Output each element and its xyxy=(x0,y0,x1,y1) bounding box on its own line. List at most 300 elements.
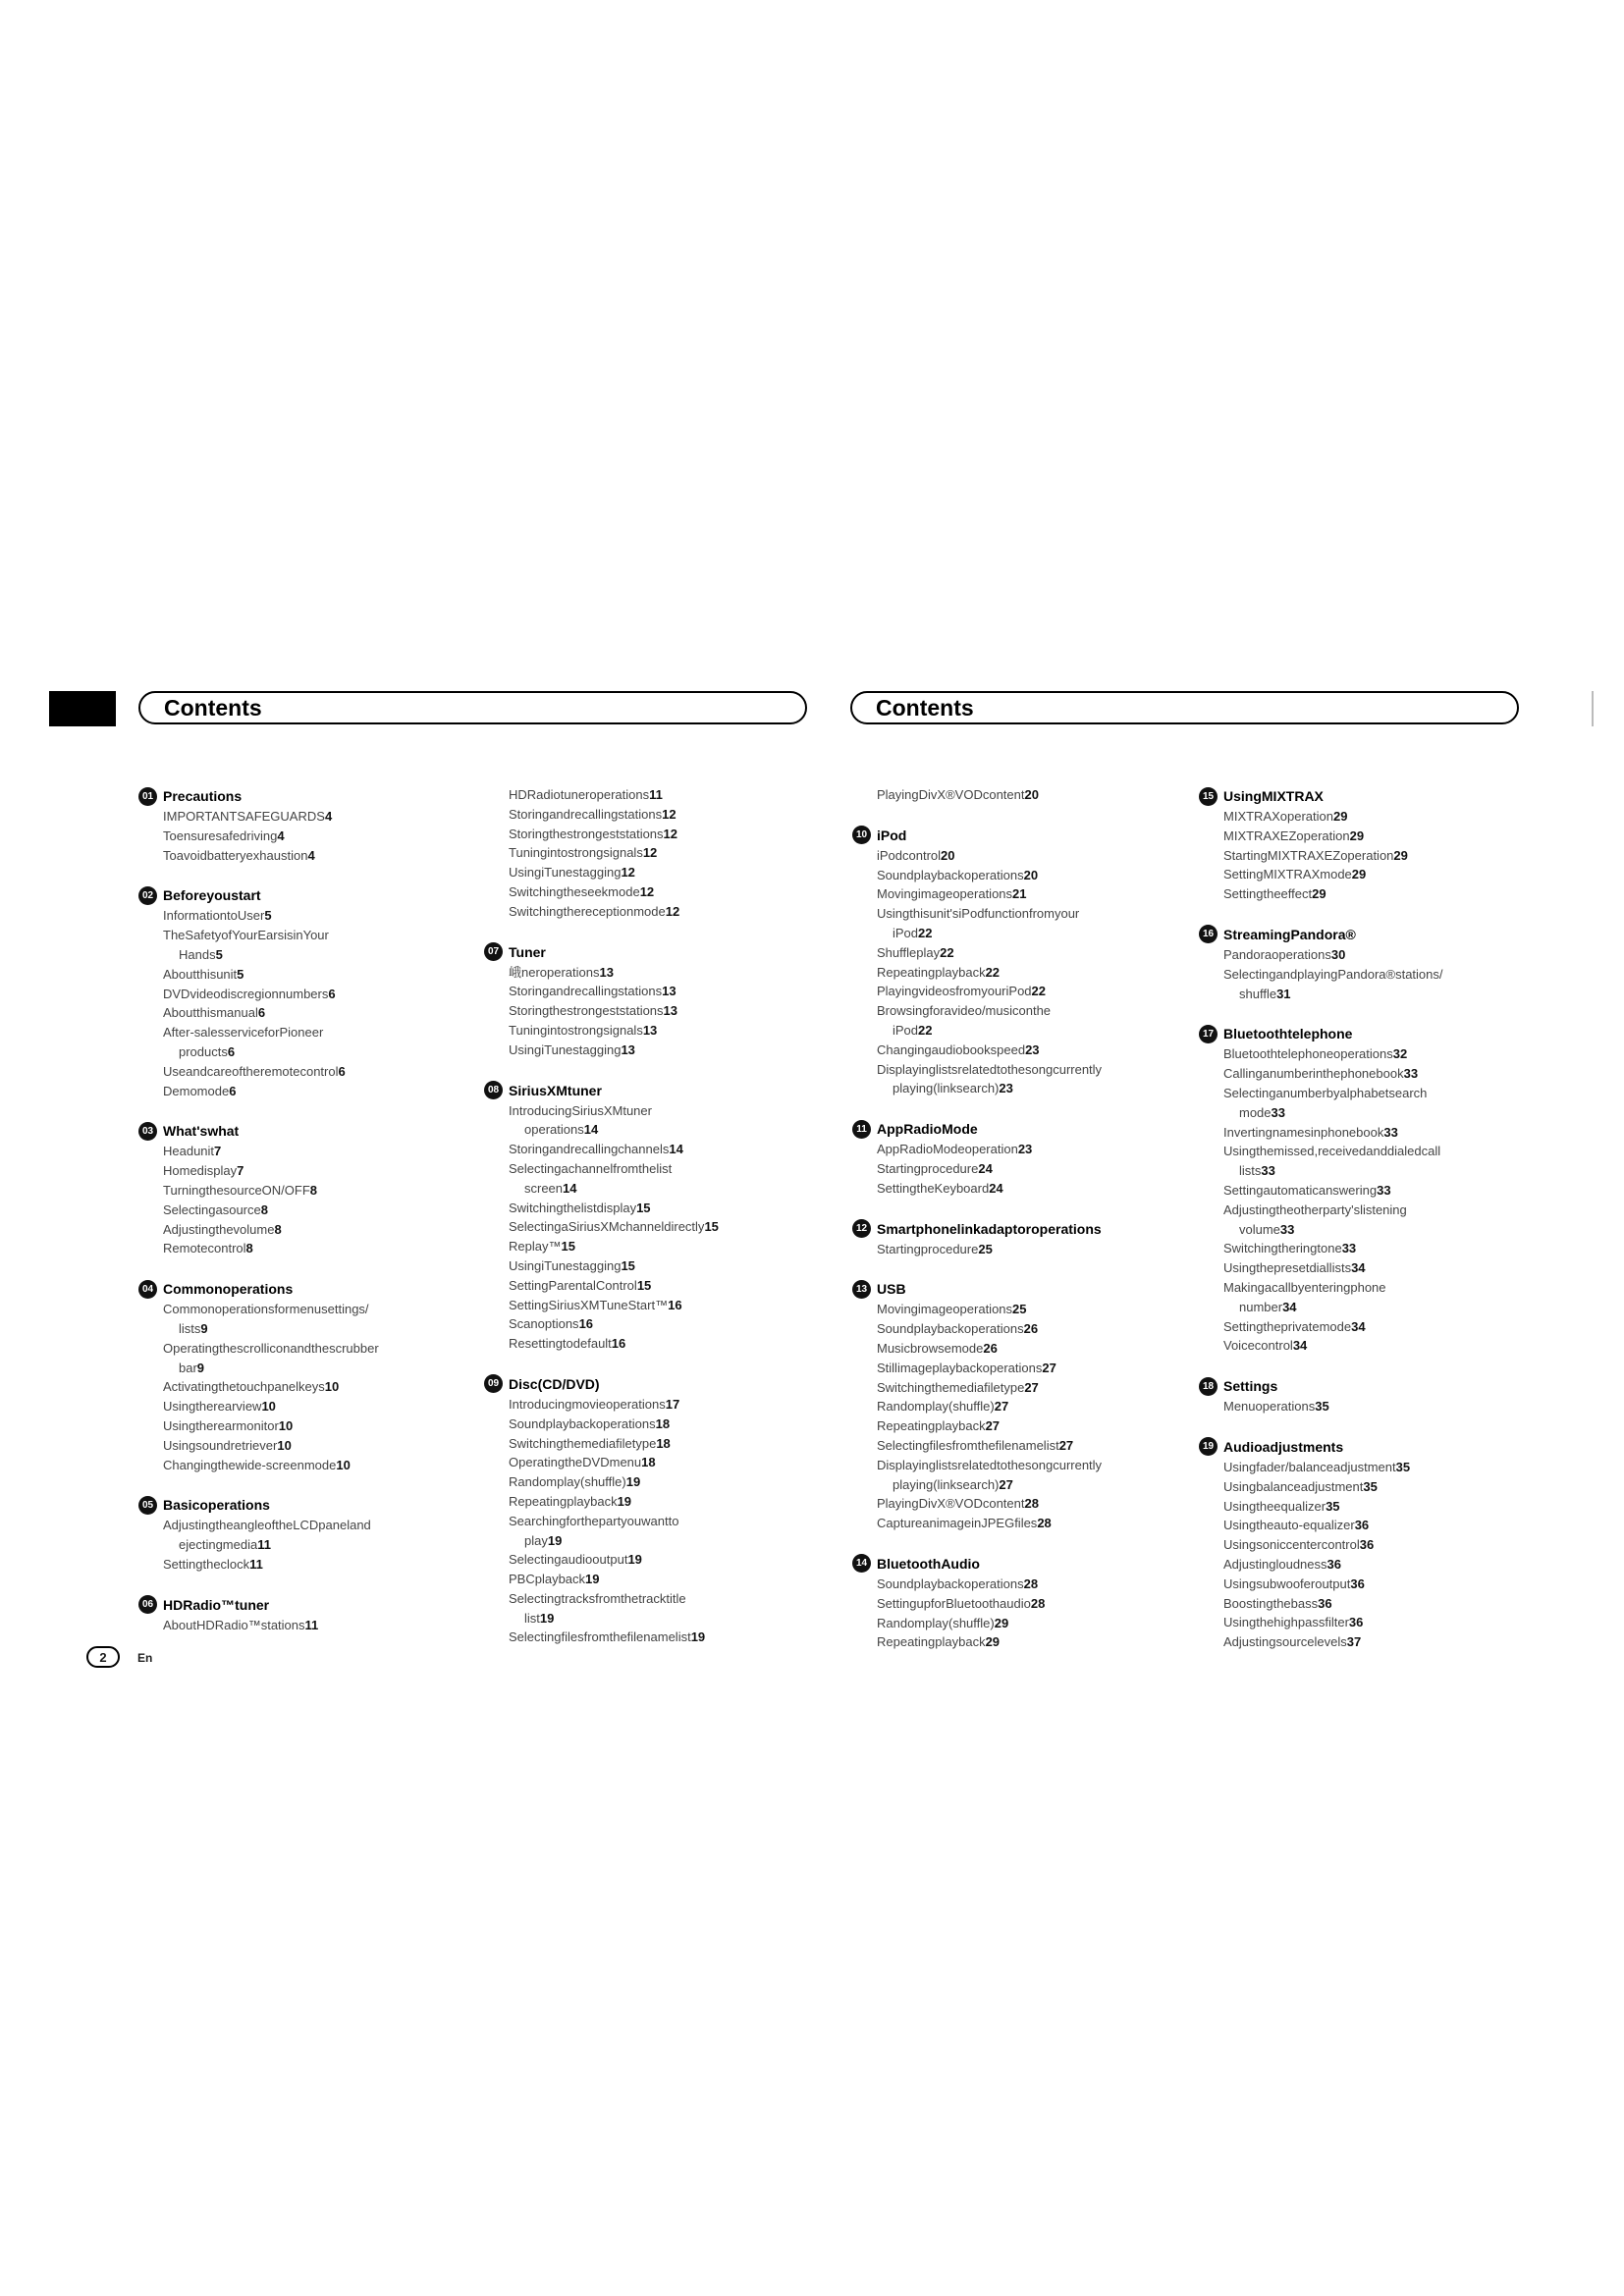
section-heading[interactable] xyxy=(855,1278,1201,1300)
section-heading[interactable] xyxy=(855,1218,1201,1240)
page-edge-mark xyxy=(1592,691,1594,726)
toc-entry[interactable] xyxy=(1223,1613,1547,1632)
toc-entry-page: 14 xyxy=(583,1122,599,1138)
section-heading[interactable] xyxy=(141,1494,487,1516)
toc-entry[interactable] xyxy=(1223,965,1547,985)
section-heading[interactable] xyxy=(141,1120,487,1142)
toc-entry[interactable] xyxy=(163,1555,487,1575)
toc-entry[interactable] xyxy=(509,1296,833,1315)
toc-entry-text: PlayingDivX®VODcontent xyxy=(877,1496,1025,1512)
toc-entry[interactable] xyxy=(1223,1181,1547,1201)
toc-entry-text: Settingautomaticanswering xyxy=(1223,1182,1378,1198)
toc-entry[interactable] xyxy=(163,1436,487,1456)
toc-entry[interactable] xyxy=(877,1359,1201,1378)
toc-column-2 xyxy=(487,785,833,1667)
toc-entry[interactable] xyxy=(163,1516,487,1535)
toc-entry[interactable] xyxy=(509,902,833,922)
toc-entry-page: 21 xyxy=(1012,886,1027,902)
toc-entry-page: 10 xyxy=(324,1379,340,1395)
section-title: Disc(CD/DVD) xyxy=(509,1375,600,1392)
toc-entry[interactable] xyxy=(509,982,833,1001)
toc-entry-text: Searchingforthepartyouwantto xyxy=(509,1513,679,1528)
toc-entry[interactable] xyxy=(1223,1258,1547,1278)
toc-entry[interactable] xyxy=(163,827,487,846)
toc-entry[interactable] xyxy=(509,1334,833,1354)
toc-entry-text: Voicecontrol xyxy=(1223,1338,1293,1354)
toc-entry[interactable] xyxy=(1223,884,1547,904)
toc-entry[interactable] xyxy=(509,1531,833,1551)
toc-entry-page: 20 xyxy=(1024,787,1039,802)
toc-entry[interactable] xyxy=(509,1512,833,1531)
toc-entry-page: 33 xyxy=(1261,1163,1275,1179)
toc-entry[interactable] xyxy=(509,785,833,805)
toc-entry[interactable] xyxy=(163,1535,487,1555)
section-number-badge: 02 xyxy=(138,886,157,905)
section-heading[interactable] xyxy=(1202,785,1547,807)
toc-column-1 xyxy=(141,785,487,1655)
toc-entry[interactable] xyxy=(509,843,833,863)
section-number-badge: 06 xyxy=(138,1595,157,1614)
toc-entry[interactable] xyxy=(1223,1497,1547,1517)
toc-entry-text: list xyxy=(524,1610,540,1626)
toc-entry-page: 4 xyxy=(324,809,333,824)
toc-entry-text: DVDvideodiscregionnumbers xyxy=(163,986,329,1001)
toc-entry[interactable] xyxy=(509,1021,833,1041)
toc-entry-text: Usingthemissed,receivedanddialedcall xyxy=(1223,1144,1441,1159)
section-heading[interactable] xyxy=(1202,924,1547,945)
toc-entry[interactable] xyxy=(509,825,833,844)
toc-entry[interactable] xyxy=(877,1456,1201,1475)
toc-entry-text: Introducingmovieoperations xyxy=(509,1396,666,1412)
toc-entry-text: SelectingandplayingPandora®stations/ xyxy=(1223,966,1443,982)
toc-entry[interactable] xyxy=(1223,1084,1547,1103)
toc-entry[interactable] xyxy=(509,1101,833,1121)
toc-entry[interactable] xyxy=(163,945,487,965)
toc-entry[interactable] xyxy=(163,1359,487,1378)
toc-entry-text: Resettingtodefault xyxy=(509,1336,612,1352)
toc-entry-page: 35 xyxy=(1395,1459,1411,1474)
toc-entry-page: 25 xyxy=(978,1241,993,1256)
toc-column-3 xyxy=(855,785,1201,1672)
toc-entry-page: 9 xyxy=(200,1320,208,1336)
section-heading[interactable] xyxy=(1202,1023,1547,1044)
toc-entry-page: 4 xyxy=(307,847,315,863)
toc-entry[interactable] xyxy=(877,1319,1201,1339)
toc-entry[interactable] xyxy=(877,1475,1201,1495)
toc-entry-text: Storingthestrongeststations xyxy=(509,826,664,841)
toc-entry-page: 22 xyxy=(1031,984,1046,999)
toc-entry-text: Settingtheprivatemode xyxy=(1223,1318,1352,1334)
toc-entry-text: SettingMIXTRAXmode xyxy=(1223,867,1352,882)
toc-entry[interactable] xyxy=(163,1161,487,1181)
toc-entry[interactable] xyxy=(163,1062,487,1082)
toc-entry[interactable] xyxy=(509,1179,833,1199)
toc-entry[interactable] xyxy=(509,1041,833,1060)
toc-entry[interactable] xyxy=(877,1041,1201,1060)
section-tab-marker xyxy=(49,691,116,726)
toc-entry[interactable] xyxy=(509,1256,833,1276)
toc-entry[interactable] xyxy=(509,963,833,983)
toc-entry-text: UsingiTunestagging xyxy=(509,865,622,881)
toc-entry[interactable] xyxy=(877,1632,1201,1652)
section-heading[interactable] xyxy=(141,1278,487,1300)
toc-entry[interactable] xyxy=(163,1300,487,1319)
section-title: AppRadioMode xyxy=(877,1121,978,1138)
toc-entry-page: 22 xyxy=(918,1022,933,1038)
toc-entry-text: AppRadioModeoperation xyxy=(877,1142,1018,1157)
toc-entry-text: Tuningintostrongsignals xyxy=(509,1022,643,1038)
toc-entry[interactable] xyxy=(163,1220,487,1240)
toc-entry[interactable] xyxy=(509,1159,833,1179)
toc-entry-text: Selectingtracksfromthetracktitle xyxy=(509,1590,686,1606)
toc-entry[interactable] xyxy=(877,1614,1201,1633)
toc-entry[interactable] xyxy=(877,1594,1201,1614)
toc-entry[interactable] xyxy=(1223,1594,1547,1614)
toc-entry-text: Randomplay(shuffle) xyxy=(877,1615,995,1630)
toc-entry[interactable] xyxy=(509,1609,833,1629)
toc-entry[interactable] xyxy=(1223,1064,1547,1084)
section-number-badge: 13 xyxy=(852,1280,871,1299)
toc-entry[interactable] xyxy=(509,1395,833,1415)
toc-entry-text: Repeatingplayback xyxy=(509,1493,618,1509)
toc-entry[interactable] xyxy=(1223,1336,1547,1356)
toc-entry-text: Scanoptions xyxy=(509,1316,579,1332)
section-heading[interactable] xyxy=(487,1373,833,1395)
section-number-badge: 14 xyxy=(852,1554,871,1573)
toc-entry-text: MIXTRAXoperation xyxy=(1223,809,1333,824)
toc-entry[interactable] xyxy=(1223,1397,1547,1416)
toc-entry[interactable] xyxy=(1223,1220,1547,1240)
toc-entry[interactable] xyxy=(509,1237,833,1256)
toc-section xyxy=(855,1553,1201,1652)
toc-entry[interactable] xyxy=(877,1021,1201,1041)
toc-entry[interactable] xyxy=(163,1003,487,1023)
toc-entry-page: 36 xyxy=(1318,1595,1332,1611)
section-heading[interactable] xyxy=(487,941,833,963)
toc-entry-page: 16 xyxy=(611,1336,626,1352)
toc-entry[interactable] xyxy=(509,1199,833,1218)
toc-entry-text: Usingsoniccentercontrol xyxy=(1223,1537,1360,1553)
toc-entry-page: 29 xyxy=(1312,886,1326,902)
toc-section xyxy=(855,1218,1201,1259)
toc-entry[interactable] xyxy=(509,1001,833,1021)
toc-entry[interactable] xyxy=(509,1492,833,1512)
toc-entry[interactable] xyxy=(877,1159,1201,1179)
toc-entry[interactable] xyxy=(877,1140,1201,1159)
toc-entry-page: 35 xyxy=(1363,1478,1378,1494)
toc-entry-page: 7 xyxy=(237,1163,244,1179)
toc-entry-text: Replay™ xyxy=(509,1239,562,1255)
toc-entry-page: 32 xyxy=(1392,1046,1408,1062)
toc-entry[interactable] xyxy=(1223,945,1547,965)
toc-entry[interactable] xyxy=(509,1472,833,1492)
section-title: Bluetoothtelephone xyxy=(1223,1026,1353,1042)
toc-entry-text: ejectingmedia xyxy=(179,1537,258,1553)
toc-entry[interactable] xyxy=(1223,1239,1547,1258)
toc-entry-text: CaptureanimageinJPEGfiles xyxy=(877,1516,1038,1531)
toc-entry[interactable] xyxy=(509,1453,833,1472)
toc-entry[interactable] xyxy=(877,982,1201,1001)
toc-entry[interactable] xyxy=(1223,1278,1547,1298)
toc-entry[interactable] xyxy=(509,1434,833,1454)
toc-entry-text: operations xyxy=(524,1122,584,1138)
toc-entry-page: 5 xyxy=(264,908,272,924)
toc-entry-text: Switchingtheseekmode xyxy=(509,883,640,899)
toc-entry[interactable] xyxy=(877,1378,1201,1398)
toc-entry-page: 36 xyxy=(1348,1615,1364,1630)
toc-entry[interactable] xyxy=(877,1416,1201,1436)
toc-entry[interactable] xyxy=(1223,1161,1547,1181)
toc-entry-text: SettingtheKeyboard xyxy=(877,1180,990,1196)
toc-entry[interactable] xyxy=(1223,1142,1547,1161)
toc-entry[interactable] xyxy=(1223,1103,1547,1123)
section-heading[interactable] xyxy=(487,1080,833,1101)
toc-entry[interactable] xyxy=(877,963,1201,983)
toc-entry[interactable] xyxy=(1223,1458,1547,1477)
toc-entry[interactable] xyxy=(877,1060,1201,1080)
toc-entry[interactable] xyxy=(163,985,487,1004)
toc-entry-page: 18 xyxy=(655,1415,671,1431)
toc-entry-page: 26 xyxy=(1023,1321,1039,1337)
toc-entry-text: Activatingthetouchpanelkeys xyxy=(163,1379,325,1395)
toc-entry-page: 12 xyxy=(642,845,658,861)
toc-entry[interactable] xyxy=(163,906,487,926)
toc-entry-page: 33 xyxy=(1377,1182,1391,1198)
toc-entry-page: 19 xyxy=(539,1610,555,1626)
toc-entry[interactable] xyxy=(509,1314,833,1334)
section-heading[interactable] xyxy=(141,785,487,807)
toc-entry-page: 33 xyxy=(1383,1124,1398,1140)
toc-entry[interactable] xyxy=(1223,1632,1547,1652)
section-title: BluetoothAudio xyxy=(877,1555,980,1572)
toc-entry[interactable] xyxy=(163,1181,487,1201)
toc-entry[interactable] xyxy=(877,1494,1201,1514)
toc-section xyxy=(856,1118,1201,1198)
toc-entry[interactable] xyxy=(163,1082,487,1101)
toc-entry-page: 5 xyxy=(237,966,244,982)
toc-entry[interactable] xyxy=(877,1179,1201,1199)
toc-entry[interactable] xyxy=(877,1240,1201,1259)
toc-entry-text: Usingsoundretriever xyxy=(163,1437,278,1453)
toc-entry-text: Changingthewide-screenmode xyxy=(163,1457,337,1472)
section-title: Basicoperations xyxy=(163,1497,270,1514)
toc-entry-page: 24 xyxy=(989,1180,1003,1196)
section-number-badge: 12 xyxy=(852,1219,871,1238)
toc-entry-text: Headunit xyxy=(163,1144,215,1159)
toc-entry[interactable] xyxy=(1223,1535,1547,1555)
toc-section xyxy=(1202,1436,1547,1652)
toc-entry[interactable] xyxy=(163,1142,487,1161)
toc-entry[interactable] xyxy=(163,926,487,945)
toc-entry[interactable] xyxy=(877,1397,1201,1416)
section-number-badge: 19 xyxy=(1199,1437,1218,1456)
toc-entry-text: Usingtheauto-equalizer xyxy=(1223,1518,1355,1533)
toc-entry-text: bar xyxy=(179,1360,197,1375)
toc-entry[interactable] xyxy=(163,1616,487,1635)
toc-entry[interactable] xyxy=(1223,1201,1547,1220)
toc-entry[interactable] xyxy=(877,866,1201,885)
toc-entry-page: 20 xyxy=(941,847,955,863)
toc-entry-text: Soundplaybackoperations xyxy=(877,1321,1024,1337)
toc-entry-page: 34 xyxy=(1282,1299,1297,1314)
toc-entry[interactable] xyxy=(163,807,487,827)
toc-entry[interactable] xyxy=(1223,1477,1547,1497)
toc-entry-text: number xyxy=(1239,1299,1283,1314)
section-heading[interactable] xyxy=(141,884,487,906)
toc-entry[interactable] xyxy=(509,1276,833,1296)
section-heading[interactable] xyxy=(855,825,1201,846)
toc-entry-text: Selectinganumberbyalphabetsearch xyxy=(1223,1085,1428,1100)
toc-entry[interactable] xyxy=(877,1001,1201,1021)
toc-entry-text: Repeatingplayback xyxy=(877,964,986,980)
toc-entry[interactable] xyxy=(163,1397,487,1416)
contents-title-left: Contents xyxy=(164,694,262,721)
toc-entry[interactable] xyxy=(163,1339,487,1359)
toc-entry[interactable] xyxy=(1223,1516,1547,1535)
toc-entry[interactable] xyxy=(509,1570,833,1589)
toc-entry-text: Usingthisunit'siPodfunctionfromyour xyxy=(877,906,1080,922)
toc-section xyxy=(141,884,487,1100)
toc-entry-text: Repeatingplayback xyxy=(877,1418,986,1434)
toc-entry-text: PBCplayback xyxy=(509,1572,586,1587)
toc-entry[interactable] xyxy=(163,1456,487,1475)
toc-entry-page: 29 xyxy=(1351,867,1367,882)
toc-entry[interactable] xyxy=(509,1550,833,1570)
toc-entry[interactable] xyxy=(877,1436,1201,1456)
section-heading[interactable] xyxy=(855,1553,1201,1575)
section-title: Smartphonelinkadaptoroperations xyxy=(877,1220,1102,1237)
toc-entry-text: Selectingaudiooutput xyxy=(509,1552,628,1568)
toc-entry-text: Pandoraoperations xyxy=(1223,946,1331,962)
toc-entry[interactable] xyxy=(877,884,1201,904)
toc-entry[interactable] xyxy=(509,1120,833,1140)
toc-entry[interactable] xyxy=(1223,1044,1547,1064)
toc-section xyxy=(1202,1023,1547,1356)
toc-entry-text: products xyxy=(179,1043,228,1059)
toc-entry-text: 峨neroperations xyxy=(509,964,600,980)
toc-entry[interactable] xyxy=(1223,846,1547,866)
toc-entry[interactable] xyxy=(877,1575,1201,1594)
toc-entry-page: 10 xyxy=(261,1399,276,1415)
toc-entry-text: Soundplaybackoperations xyxy=(877,867,1024,882)
toc-entry-page: 23 xyxy=(999,1081,1013,1096)
toc-entry-page: 8 xyxy=(260,1201,268,1217)
toc-entry-text: Browsingforavideo/musiconthe xyxy=(877,1003,1052,1019)
toc-entry-text: Usingbalanceadjustment xyxy=(1223,1478,1364,1494)
toc-entry-page: 25 xyxy=(1012,1302,1027,1317)
section-heading[interactable] xyxy=(856,1118,1201,1140)
toc-entry[interactable] xyxy=(1223,1555,1547,1575)
toc-entry-page: 36 xyxy=(1359,1537,1375,1553)
toc-entry[interactable] xyxy=(1223,1317,1547,1337)
toc-entry-text: Homedisplay xyxy=(163,1163,238,1179)
toc-entry-page: 27 xyxy=(994,1399,1009,1415)
section-heading[interactable] xyxy=(1202,1375,1547,1397)
toc-entry-text: Movingimageoperations xyxy=(877,886,1013,902)
section-title: Commonoperations xyxy=(163,1281,294,1298)
section-heading[interactable] xyxy=(141,1594,487,1616)
toc-entry[interactable] xyxy=(877,943,1201,963)
toc-entry-text: Displayinglistsrelatedtothesongcurrently xyxy=(877,1061,1103,1077)
toc-entry-text: Switchingthereceptionmode xyxy=(509,903,666,919)
toc-entry[interactable] xyxy=(509,863,833,882)
toc-entry[interactable] xyxy=(1223,865,1547,884)
toc-entry[interactable] xyxy=(877,1514,1201,1533)
section-title: iPod xyxy=(877,827,907,843)
toc-entry[interactable] xyxy=(877,1079,1201,1098)
toc-entry[interactable] xyxy=(1223,1298,1547,1317)
toc-entry[interactable] xyxy=(163,1416,487,1436)
section-number-badge: 10 xyxy=(852,826,871,844)
toc-entry[interactable] xyxy=(1223,1123,1547,1143)
toc-entry-page: 29 xyxy=(1349,828,1365,843)
toc-entry-text: InformationtoUser xyxy=(163,908,265,924)
toc-entry-page: 19 xyxy=(617,1493,632,1509)
toc-entry-text: Usingtherearview xyxy=(163,1399,262,1415)
toc-entry-page: 35 xyxy=(1326,1498,1340,1514)
toc-entry-text: Soundplaybackoperations xyxy=(509,1415,656,1431)
toc-entry[interactable] xyxy=(163,1023,487,1042)
toc-entry[interactable] xyxy=(1223,985,1547,1004)
toc-entry[interactable] xyxy=(877,1300,1201,1319)
toc-entry[interactable] xyxy=(509,1589,833,1609)
section-number-badge: 09 xyxy=(484,1374,503,1393)
toc-entry[interactable] xyxy=(509,805,833,825)
toc-entry[interactable] xyxy=(163,846,487,866)
toc-entry[interactable] xyxy=(877,785,1201,805)
toc-entry[interactable] xyxy=(163,1319,487,1339)
toc-entry[interactable] xyxy=(877,924,1201,943)
toc-entry-text: Bluetoothtelephoneoperations xyxy=(1223,1046,1393,1062)
toc-entry[interactable] xyxy=(509,1140,833,1159)
toc-entry-page: 12 xyxy=(663,826,678,841)
toc-entry[interactable] xyxy=(509,882,833,902)
toc-entry[interactable] xyxy=(1223,1575,1547,1594)
toc-entry-text: Aboutthisunit xyxy=(163,966,238,982)
toc-entry[interactable] xyxy=(163,965,487,985)
section-heading[interactable] xyxy=(1202,1436,1547,1458)
toc-entry[interactable] xyxy=(509,1628,833,1647)
toc-section xyxy=(141,1278,487,1474)
toc-entry-page: 12 xyxy=(665,903,680,919)
toc-entry-page: 5 xyxy=(215,946,223,962)
toc-entry-text: playing(linksearch) xyxy=(893,1476,1000,1492)
toc-entry[interactable] xyxy=(509,1415,833,1434)
toc-entry-page: 28 xyxy=(1023,1575,1039,1591)
toc-entry[interactable] xyxy=(877,846,1201,866)
toc-entry-page: 27 xyxy=(1042,1360,1056,1375)
toc-entry[interactable] xyxy=(877,1339,1201,1359)
toc-entry-page: 13 xyxy=(663,1003,678,1019)
toc-entry-text: Adjustingthevolume xyxy=(163,1221,275,1237)
toc-entry-text: Toavoidbatteryexhaustion xyxy=(163,847,308,863)
toc-entry-page: 29 xyxy=(1333,809,1348,824)
toc-entry[interactable] xyxy=(163,1377,487,1397)
toc-entry[interactable] xyxy=(163,1201,487,1220)
toc-section xyxy=(1202,785,1547,904)
toc-entry-text: SelectingaSiriusXMchanneldirectly xyxy=(509,1219,705,1235)
toc-entry[interactable] xyxy=(877,904,1201,924)
toc-entry-page: 6 xyxy=(338,1063,346,1079)
toc-entry[interactable] xyxy=(509,1217,833,1237)
section-number-badge: 15 xyxy=(1199,787,1218,806)
toc-entry[interactable] xyxy=(163,1239,487,1258)
toc-entry-page: 23 xyxy=(1025,1041,1040,1057)
toc-entry-page: 10 xyxy=(278,1417,294,1433)
toc-entry[interactable] xyxy=(1223,807,1547,827)
toc-entry[interactable] xyxy=(163,1042,487,1062)
toc-entry[interactable] xyxy=(1223,827,1547,846)
